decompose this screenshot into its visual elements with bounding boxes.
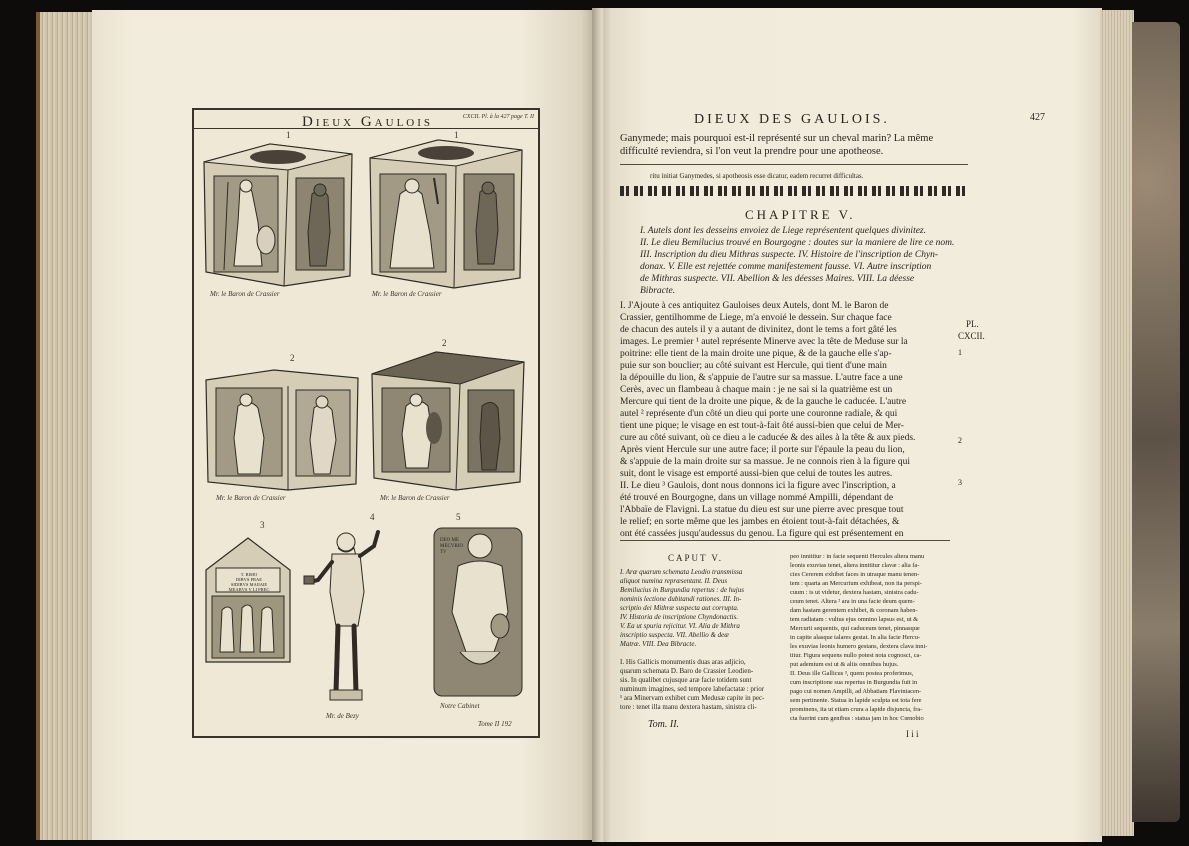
summary-line: de Mithras suspecte. VII. Abellion & les déesses Maires. VIII. La déesse — [640, 274, 915, 284]
latin-column-line: cum inscriptione sua repertus in Burgundia fuit in — [790, 679, 918, 686]
latin-column-line: tore : tenet illa manu dextera hastam, sinistra cli- — [620, 703, 757, 711]
ornamental-band — [620, 186, 968, 196]
latin-column-line: numinum imagines, sed tempore labefactatæ : prior — [620, 685, 765, 693]
plate-tome-mark: Tome II 192 — [478, 720, 512, 728]
margin-note: 2 — [958, 436, 962, 445]
figure-number: 3 — [260, 520, 265, 530]
page-number: 427 — [1030, 112, 1045, 123]
engraved-plate — [192, 108, 540, 738]
latin-column-line: inscriptio suspecta. VII. Abellio & deæ — [620, 631, 729, 639]
plate-title-rule — [194, 128, 538, 129]
latin-column-line: Bemilucius in Burgundia repertus : de hujus — [620, 586, 744, 594]
figure-number: 5 — [456, 512, 461, 522]
body-line: images. Le premier ¹ autel représente Minerve avec la tête de Meduse sur la — [620, 337, 908, 347]
latin-column-line: Matræ. VIII. Dea Bibracte. — [620, 640, 697, 648]
latin-column-line: IV. Historia de inscriptione Chyndonactis. — [620, 613, 739, 621]
running-head: DIEUX DES GAULOIS. — [694, 112, 890, 127]
plate-title: Dieux Gaulois — [302, 114, 434, 130]
figure-number: 2 — [442, 338, 447, 348]
latin-column-line: leonis exuvias tenet, altera innititur clavæ : alia fa- — [790, 562, 920, 569]
summary-line: donax. V. Elle est rejettée comme manifestement fausse. VI. Autre inscription — [640, 262, 932, 272]
latin-column-line: aliquot numina repræsentant. II. Deus — [620, 577, 728, 585]
latin-column-line: peo innititur : in facie sequenti Hercules altera manu — [790, 553, 925, 560]
latin-column-line: pago cui nomen Ampilli, ad Abbatiam Flaviniacen- — [790, 688, 922, 695]
latin-column-line: Mercurii sequentis, qui caduceum tenet, pinnasque — [790, 625, 920, 632]
chapter-title: CHAPITRE V. — [745, 207, 856, 222]
body-line: cure au côté suivant, où ce dieu a le caducée & des ailes à la tête & aux pieds. — [620, 433, 916, 443]
altar-ceres-mercury-illustration — [364, 134, 528, 290]
latin-column-line: prominens, ita ut etiam crura a lapide disjuncta, fra- — [790, 706, 923, 713]
body-line: l'Abbaïe de Flavigni. La statue du dieu est sur une pierre avec presque tout — [620, 505, 904, 515]
body-line: suit, dont le visage est emporté aussi-bien que celui de toutes les autres. — [620, 469, 893, 479]
latin-column-line: quarum schemata D. Baro de Crassier Leodien- — [620, 667, 754, 675]
body-line: poitrine: elle tient de la main droite une pique, & de la gauche elle s'ap- — [620, 349, 892, 359]
altar-minerva-hercules-illustration — [200, 136, 358, 288]
margin-note: 1 — [958, 348, 962, 357]
book-edge-left — [36, 12, 100, 840]
body-line: Cerès, avec un flambeau à chaque main : je ne sai si la quatrième est un — [620, 385, 893, 395]
margin-note: PL. — [966, 319, 979, 329]
latin-note: ritu initiat Ganymedes, si apotheosis esse dicatur, eadem recurret difficultas. — [650, 172, 864, 180]
latin-column-line: tem : quarta an Mercurium exhibeat, non ita perspi- — [790, 580, 922, 587]
latin-column-line: I. His Gallicis monumentis duas aras adjicio, — [620, 658, 746, 666]
altar-hercules-illustration — [366, 344, 528, 492]
body-line: autel ² représente d'un côté un dieu qui porte une couronne radiale, & qui — [620, 409, 898, 419]
body-line: I. J'Ajoute à ces antiquitez Gauloises deux Autels, dont M. le Baron de — [620, 301, 889, 311]
latin-column-line: V. Ea ut spuria rejicitur. VI. Alia de Mithra — [620, 622, 740, 630]
latin-column-line: dam hastam gerentem exhibet, & coronam haben- — [790, 607, 918, 614]
figure-caption: Notre Cabinet — [440, 702, 480, 710]
latin-column-line: ceum tenet. Altera ² ara in una facie deum quem- — [790, 598, 915, 605]
latin-column-line: II. Deus ille Gallicus ³, quem postea proferimus, — [790, 670, 914, 677]
latin-column-line: sis. In qualibet cujusque aræ facie totidem sunt — [620, 676, 752, 684]
intro-line: difficulté reviendra, si l'on veut la prendre pour une apotheose. — [620, 146, 884, 157]
figure-caption: Mr. le Baron de Crassier — [216, 494, 286, 502]
body-line: Mercure qui tient de la droite une pique, & de la gauche le caducée. L'autre — [620, 397, 907, 407]
latin-column-line: cta fuerint cum genibus : statua jam in hoc Cœnobio — [790, 715, 924, 722]
plate-reference: CXCII. Pl. à la 427 page T. II — [462, 114, 534, 120]
latin-column-line: titur. Figura sequens nullo potest nota cognosci, ca- — [790, 652, 922, 659]
rule — [620, 540, 950, 541]
rule — [620, 164, 968, 165]
margin-note: CXCII. — [958, 331, 985, 341]
latin-column-line: tem radiatam : vultus ejus omnino lapsus est, ut & — [790, 616, 919, 623]
figure-caption: Mr. le Baron de Crassier — [380, 494, 450, 502]
figure-number: 4 — [370, 512, 375, 522]
summary-line: II. Le dieu Bemilucius trouvé en Bourgogne : doutes sur la maniere de lire ce nom. — [640, 238, 955, 248]
book-edge-right — [1100, 10, 1134, 836]
body-line: II. Le dieu ³ Gaulois, dont nous donnons ici la figure avec l'inscription, a — [620, 481, 896, 491]
bemilucius-statue-illustration — [302, 522, 386, 710]
body-line: ont été cassées jusqu'audessus du genou. La figure qui est présentement en — [620, 529, 904, 539]
body-line: tient une pique; le visage en est tout-à-fait ôté aussi-bien que celui de Mer- — [620, 421, 904, 431]
body-line: de chacun des autels il y a autant de divinitez, dont le tems a fort gâté les — [620, 325, 897, 335]
latin-column-line: nominis lectione dubitandi rationes. III. In- — [620, 595, 742, 603]
latin-column-line: les exuvias leonis humero gestans, dextera clava inni- — [790, 643, 928, 650]
latin-column-line: sem pertinente. Statua in lapide sculpta est tota fere — [790, 697, 922, 704]
figure-number: 2 — [290, 353, 295, 363]
latin-column-line: ¹ ara Minervam exhibet cum Medusæ capite in pec- — [620, 694, 765, 702]
figure-caption: Mr. le Baron de Crassier — [372, 290, 442, 298]
margin-note: 3 — [958, 478, 962, 487]
latin-column-line: in capite alasque talares gestat. In alia facie Hercu- — [790, 634, 921, 641]
body-line: & s'appuie de la main droite sur sa massue. Je ne connois rien à la figure qui — [620, 457, 911, 467]
latin-column-line: cies Cererem exhibet faces in utraque manu tenen- — [790, 571, 920, 578]
marbled-cover — [1132, 22, 1180, 822]
body-line: Crassier, gentilhomme de Liege, m'a envoié le dessein. Sur chaque face — [620, 313, 892, 323]
body-line: la dépouille du lion, & s'appuie de l'autre sur sa massue. L'autre face a une — [620, 373, 903, 383]
body-line: été trouvé en Bourgogne, dans un village nommé Ampilli, dépendant de — [620, 493, 894, 503]
altar-radiate-god-mercury-illustration — [202, 366, 362, 492]
latin-column-line: put ademtum est ut & aliis omnibus hujus. — [790, 661, 899, 668]
stele-three-goddesses-illustration — [202, 534, 294, 666]
signature-mark: I i i — [906, 729, 919, 739]
figure-caption: Mr. de Bezy — [326, 712, 359, 720]
latin-column-line: scriptio dei Mithræ suspecta aut corrupta. — [620, 604, 739, 612]
body-line: le relief; en sorte même que les jambes en étoient tout-à-fait détachées, & — [620, 517, 900, 527]
summary-line: Bibracte. — [640, 286, 676, 296]
stele-inscription: T. BIMO DIBVS PRAE SIDIBVS MAIIAIE MEABVS V LI PREC — [228, 572, 270, 592]
caput-title: CAPUT V. — [668, 553, 724, 563]
summary-line: III. Inscription du dieu Mithras suspecte. IV. Histoire de l'inscription de Chyn- — [640, 250, 939, 260]
summary-line: I. Autels dont les desseins envoiez de Liege représentent quelques divinitez. — [640, 226, 926, 236]
body-line: puie sur son bouclier; au côté suivant est Hercule, qui tient d'une main — [620, 361, 887, 371]
body-line: Après vient Hercule sur une autre face; il porte sur l'épaule la peau du lion, — [620, 445, 905, 455]
figure-number: 1 — [286, 130, 291, 140]
latin-column-line: I. Aræ quarum schemata Leodio transmissa — [620, 568, 743, 576]
intro-line: Ganymede; mais pourquoi est-il représenté sur un cheval marin? La même — [620, 133, 934, 144]
niche-inscription: DEO ME MECVRIO TV — [440, 538, 464, 555]
figure-caption: Mr. le Baron de Crassier — [210, 290, 280, 298]
latin-column-line: cuum : is ut videtur, dextera hastam, sinistra cadu- — [790, 589, 919, 596]
signature-tome: Tom. II. — [648, 719, 680, 730]
figure-number: 1 — [454, 130, 459, 140]
